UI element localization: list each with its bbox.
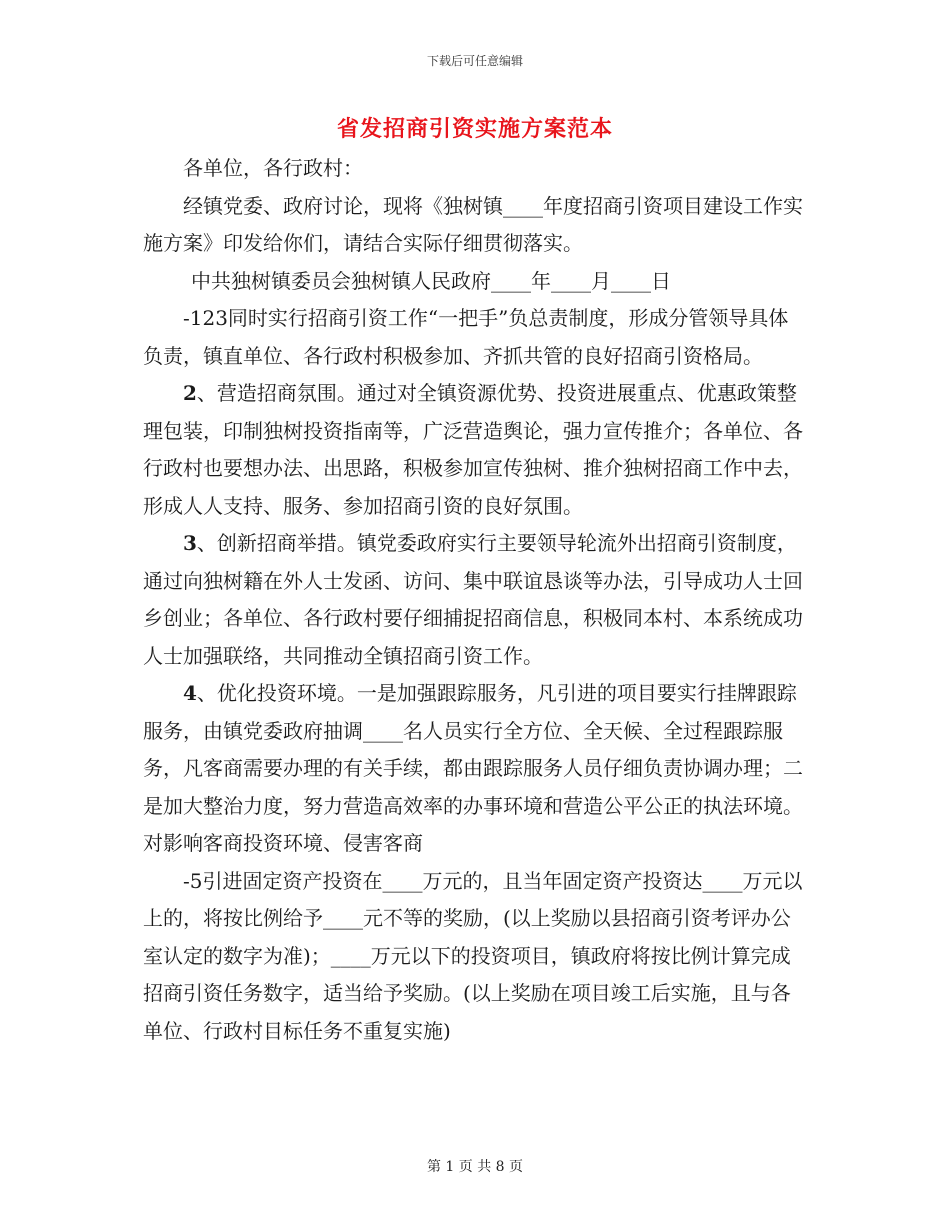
- item-number: 2: [183, 381, 197, 405]
- paragraph-salutation: [143, 150, 808, 188]
- paragraph-signature: [143, 263, 808, 301]
- paragraph-text: 中共独树镇委员会独树镇人民政府____年____月____日: [191, 268, 671, 293]
- paragraph-text: 、创新招商举措。镇党委政府实行主要领导轮流外出招商引资制度，通过向独树籍在外人士发函、访问、集中联谊恳谈等办法，引导成功人士回乡创业；各单位、各行政村要仔细捕捉招商信息，积极同本村、本系统成功人士加强联络，共同推动全镇招商引资工作。: [143, 531, 803, 668]
- paragraph-text: 各单位，各行政村：: [183, 156, 363, 180]
- item-number: 3: [183, 531, 197, 555]
- paragraph-text: -5引进固定资产投资在____万元的，且当年固定资产投资达____万元以上的，将按比例给予____元不等的奖励，(以上奖励以县招商引资考评办公室认定的数字为准)；____万元以下的投资项目，镇政府将按比例计算完成招商引资任务数字，适当给予奖励。(以上奖励在项目竣工后实施，且与各单位、行政村目标任务不重复实施): [143, 868, 803, 1043]
- paragraph-text: 、营造招商氛围。通过对全镇资源优势、投资进展重点、优惠政策整理包装，印制独树投资指南等，广泛营造舆论，强力宣传推介；各单位、各行政村也要想办法、出思路，积极参加宣传独树、推介独树招商工作中去，形成人人支持、服务、参加招商引资的良好氛围。: [143, 381, 803, 518]
- header-note: 下载后可任意编辑: [426, 54, 523, 68]
- paragraph-text: -123同时实行招商引资工作“一把手”负总责制度，形成分管领导具体负责，镇直单位、各行政村积极参加、齐抓共管的良好招商引资格局。: [143, 306, 789, 368]
- item-number: 4: [183, 681, 197, 705]
- document-body: [143, 150, 808, 1050]
- paragraph-text: 经镇党委、政府讨论，现将《独树镇____年度招商引资项目建设工作实施方案》印发给你们，请结合实际仔细贯彻落实。: [143, 193, 803, 255]
- paragraph-text: 、优化投资环境。一是加强跟踪服务，凡引进的项目要实行挂牌跟踪服务，由镇党委政府抽调____名人员实行全方位、全天候、全过程跟踪服务，凡客商需要办理的有关手续，都由跟踪服务人员仔细负责协调办理；二是加大整治力度，努力营造高效率的办事环境和营造公平公正的执法环境。对影响客商投资环境、侵害客商: [143, 681, 803, 855]
- paragraph-5: [143, 863, 808, 1051]
- paragraph-1: [143, 300, 808, 375]
- paragraph-4: [143, 675, 808, 863]
- paragraph-intro: [143, 188, 808, 263]
- paragraph-2: [143, 375, 808, 525]
- page-number: 第 1 页 共 8 页: [426, 1159, 524, 1175]
- paragraph-3: [143, 525, 808, 675]
- document-title: 省发招商引资实施方案范本: [336, 116, 613, 142]
